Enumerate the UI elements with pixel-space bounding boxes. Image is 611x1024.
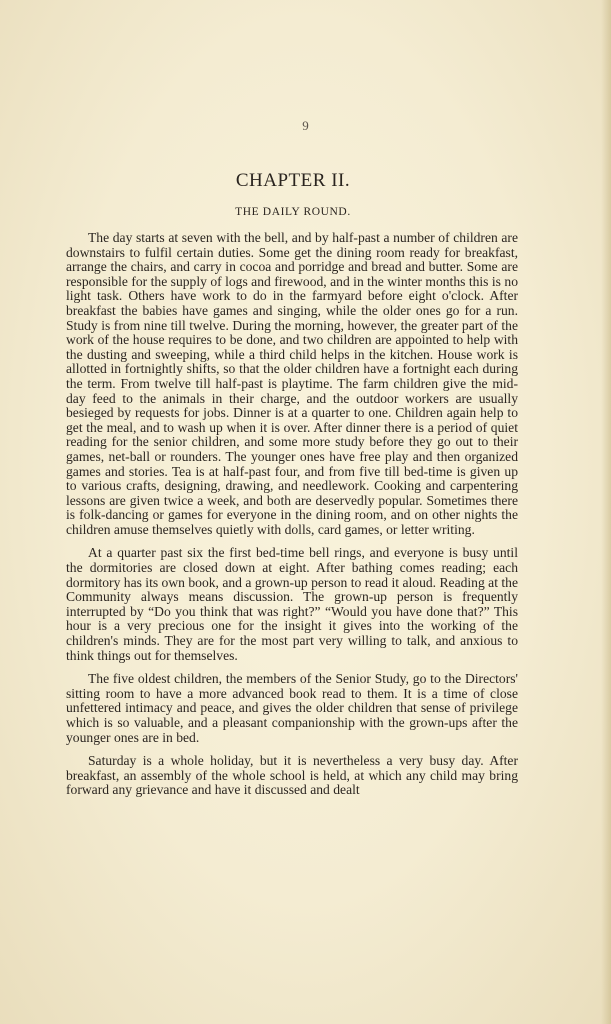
page-number: 9 <box>302 118 309 133</box>
paragraph-daily-schedule: The day starts at seven with the bell, and by half-past a number of children are downstairs to fulfil certain duties. Some get the dining room ready for breakfast, arrange the chairs, and carry in cocoa and porridge and bread and butter. Some are responsible for the supply of logs and firewood, and in the winter months this is no light task. Others have work to do in the farmyard before eight o'clock. After breakfast the babies have games and singing, while the older ones go for a run. Study is from nine till twelve. During the morning, however, the greater part of the work of the house requires to be done, and two children are appointed to help with the dusting and sweeping, while a third child helps in the kitchen. House work is allotted in fortnightly shifts, so that the older children have a fortnight each during the term. From twelve till half-past is playtime. The farm children give the mid-day feed to the animals in their charge, and the outdoor workers are usually besieged by requests for jobs. Dinner is at a quarter to one. Children again help to get the meal, and to wash up when it is over. After dinner there is a period of quiet reading for the senior children, and some more study before they go out to their games, net-ball or rounders. The younger ones have free play and then organized games and stories. Tea is at half-past four, and from five till bed-time is given up to various crafts, designing, drawing, and needlework. Cooking and carpentering lessons are given twice a week, and both are deservedly popular. Sometimes there is folk-dancing or games for everyone in the dining room, and on other nights the children amuse themselves quietly with dolls, card games, or letter writing. <box>66 230 518 537</box>
chapter-title: CHAPTER II. <box>235 170 351 191</box>
paragraph-bedtime: At a quarter past six the first bed-time bell rings, and everyone is busy until the dormitories are closed down at eight. After bathing comes reading; each dormitory has its own book, and a grown-up person to read it aloud. Reading at the Community always means discussion. The grown-up person is frequently interrupted by “Do you think that was right?” “Would you have done that?” This hour is a very precious one for the insight it gives into the working of the children's minds. They are for the most part very willing to talk, and anxious to think things out for themselves. <box>66 545 518 663</box>
section-title: THE DAILY ROUND. <box>235 206 351 218</box>
paragraph-senior-study: The five oldest children, the members of the Senior Study, go to the Directors' sitting room to have a more advanced book read to them. It is a time of close unfettered intimacy and peace, and gives the older children that sense of privilege which is so valuable, and a pleasant companionship with the grown-ups after the younger ones are in bed. <box>66 671 518 745</box>
paragraph-saturday: Saturday is a whole holiday, but it is nevertheless a very busy day. After breakfast, an assembly of the whole school is held, at which any child may bring forward any grievance and have it discussed and dealt <box>66 753 518 798</box>
page-edge-shadow <box>601 0 611 1024</box>
body-text <box>66 231 518 807</box>
